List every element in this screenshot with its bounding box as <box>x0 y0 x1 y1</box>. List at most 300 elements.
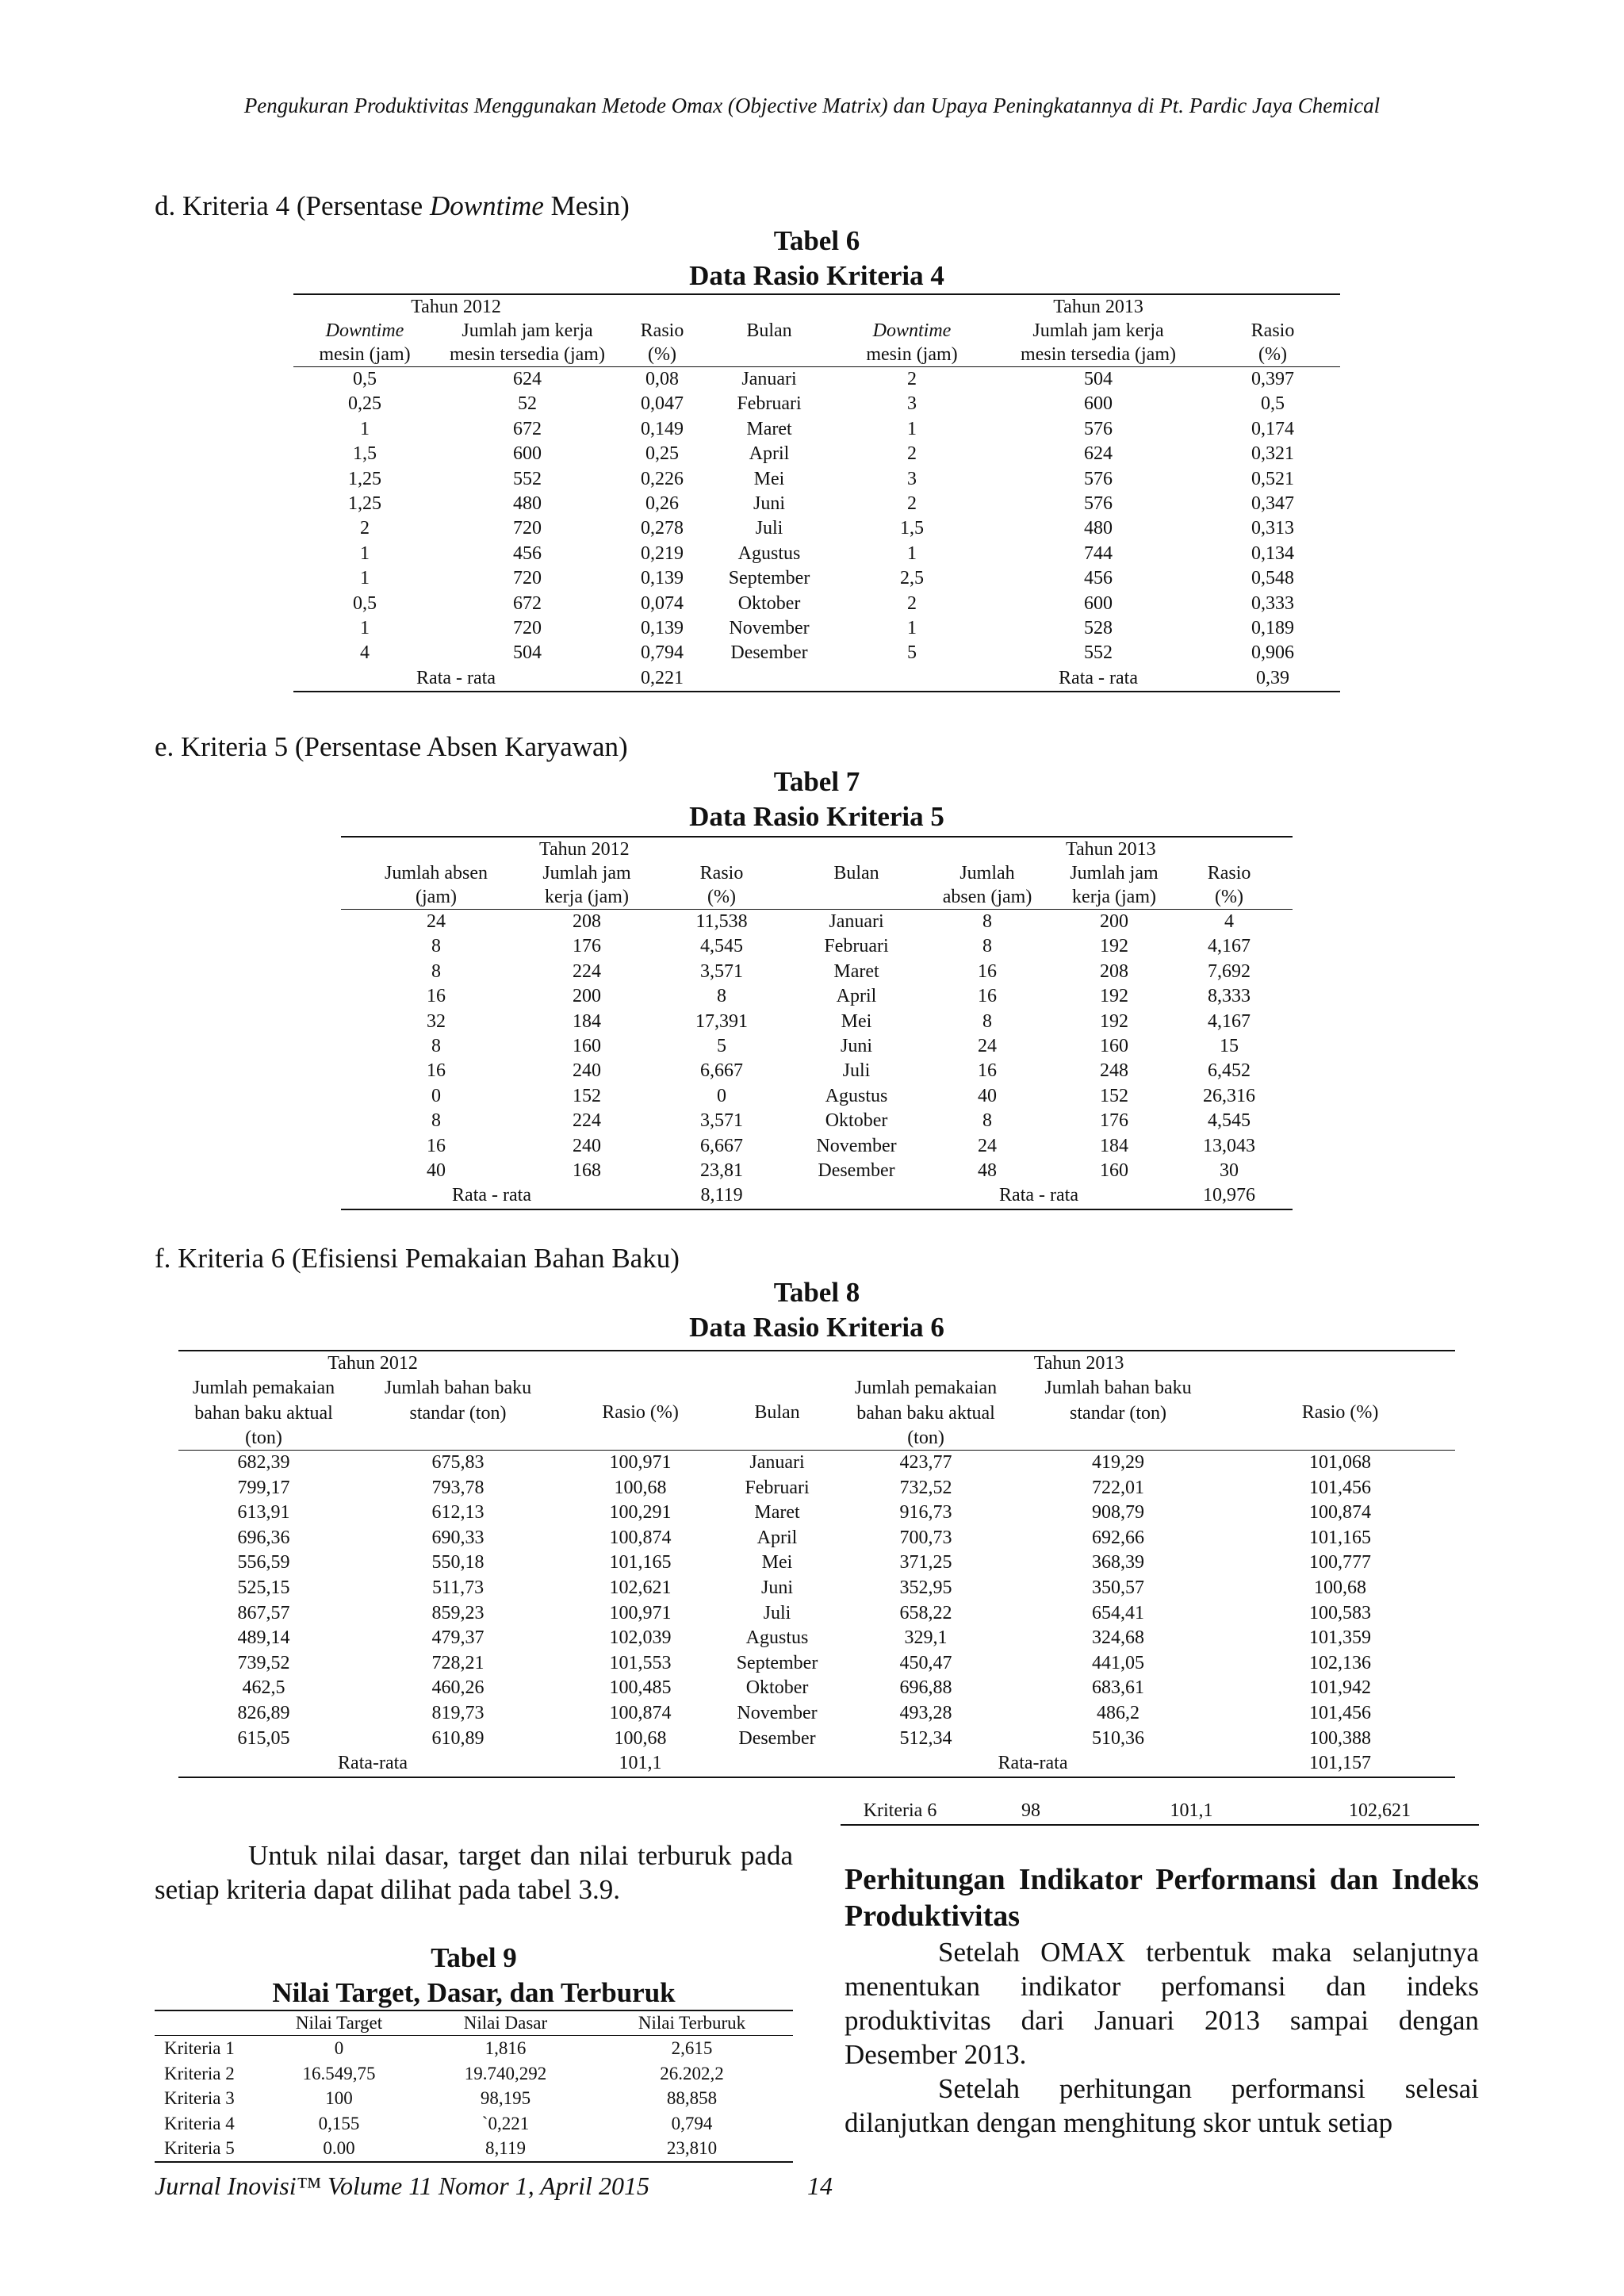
table-cell: November <box>816 1135 897 1156</box>
table-cell: 24 <box>427 911 446 932</box>
table8-average-row <box>178 1751 1455 1777</box>
table7-year-row <box>341 837 1293 861</box>
table8-h-aktual-2013: bahan baku aktual <box>856 1403 995 1424</box>
table8-h-standar-2013-2: standar (ton) <box>1070 1403 1166 1424</box>
table-cell: 102,039 <box>609 1627 672 1649</box>
table6-row <box>293 616 1340 641</box>
table-cell: 0,26 <box>645 493 680 515</box>
table7-h-absen-unit: (jam) <box>416 887 457 907</box>
table-cell: 0,906 <box>1251 642 1295 664</box>
table6-row <box>293 542 1340 566</box>
table-cell: 100 <box>325 2088 353 2108</box>
table7-avg-2013: 10,976 <box>1203 1185 1256 1206</box>
table9-h-blank <box>155 2010 258 2036</box>
table-cell: 8 <box>982 936 993 957</box>
table8-h-rasio-2013: Rasio (%) <box>1301 1402 1379 1423</box>
table7-row <box>341 1159 1293 1183</box>
table-cell: 1 <box>360 568 370 589</box>
table-cell: 160 <box>1100 1160 1129 1182</box>
table-cell: 5 <box>717 1036 726 1057</box>
table8-h-standar-2013 <box>1011 1375 1225 1426</box>
table8-row <box>178 1727 1455 1752</box>
table-cell: 480 <box>513 493 542 515</box>
table-cell: 489,14 <box>237 1627 290 1649</box>
table6-row <box>293 516 1340 541</box>
table-cell: 732,52 <box>899 1477 952 1498</box>
table-cell: 728,21 <box>431 1652 485 1673</box>
table-cell: 0,794 <box>641 642 684 664</box>
table-cell: 5 <box>907 642 917 664</box>
table-cell: 8 <box>982 911 993 932</box>
table-cell: 32 <box>427 1010 446 1032</box>
table-cell: 15 <box>1220 1036 1239 1057</box>
table-cell: Agustus <box>745 1627 809 1649</box>
table-cell: 0.00 <box>323 2138 355 2158</box>
table7-h-rasio-2013: Rasio <box>1207 863 1251 884</box>
table-cell: 654,41 <box>1092 1602 1145 1623</box>
table-cell: 6,667 <box>700 1135 743 1156</box>
table-cell: 1 <box>360 542 370 564</box>
table9-header-row <box>155 2010 793 2036</box>
table-cell: 152 <box>1100 1085 1129 1106</box>
section-d-title <box>155 190 630 222</box>
table-cell: 8 <box>431 936 441 957</box>
table-cell: Januari <box>741 369 797 389</box>
table-cell: 100,874 <box>1309 1502 1372 1524</box>
table8-row <box>178 1626 1455 1651</box>
table-cell: Kriteria 1 <box>164 2038 235 2058</box>
table6-caption <box>293 224 1340 293</box>
table-cell: 23,810 <box>666 2138 718 2158</box>
table8-h-standar-2: standar (ton) <box>409 1403 507 1424</box>
table-cell: 0,134 <box>1251 542 1295 564</box>
table-cell: 0,155 <box>318 2113 360 2133</box>
table-cell: 450,47 <box>899 1652 952 1673</box>
table-cell: 0,794 <box>671 2113 713 2133</box>
table-cell: 40 <box>427 1160 446 1182</box>
table-cell: 908,79 <box>1092 1502 1145 1524</box>
table7-row <box>341 960 1293 984</box>
table-cell: 8 <box>982 1110 993 1132</box>
table-cell: 692,66 <box>1092 1527 1145 1548</box>
table-cell: 11,538 <box>695 911 748 932</box>
table-cell: 100,68 <box>1314 1577 1367 1598</box>
table6-row <box>293 566 1340 591</box>
table-cell: 859,23 <box>431 1602 485 1623</box>
table-cell: Desember <box>818 1160 895 1182</box>
table9-row <box>155 2086 793 2111</box>
right-paragraph-1: Setelah OMAX terbentuk maka selanjutnya menentukan indikator perfomansi dan indeks produktivitas dari Januari 2013 sampai dengan Desember 2013. <box>845 1937 1479 2070</box>
table-cell: 40 <box>978 1085 998 1106</box>
table-cell: 552 <box>1084 642 1113 664</box>
table-cell: 672 <box>513 592 542 614</box>
table7-header-row-2 <box>341 885 1293 910</box>
table-cell: 100,874 <box>609 1702 672 1723</box>
table-cell: Desember <box>738 1727 816 1749</box>
table6-h-tersedia-2013: mesin tersedia (jam) <box>1021 344 1176 365</box>
table-cell: 0,139 <box>641 618 684 639</box>
table8-row <box>178 1701 1455 1727</box>
table-cell: 8 <box>431 960 441 982</box>
table8-row <box>178 1601 1455 1627</box>
table7-row <box>341 1134 1293 1159</box>
table-cell: 0 <box>431 1085 441 1106</box>
table-cell: 30 <box>1220 1160 1239 1182</box>
table7-h-pct: (%) <box>707 887 736 907</box>
table7-h-bulan: Bulan <box>833 863 879 884</box>
table-cell: Desember <box>730 642 808 664</box>
table-cell: 0 <box>334 2038 344 2058</box>
table7-h-jam-2013: Jumlah jam <box>1070 863 1159 884</box>
table-cell: Oktober <box>745 1677 809 1699</box>
table7-row <box>341 934 1293 959</box>
table-cell: Juli <box>763 1602 791 1623</box>
table7-h-jam-unit-2013: kerja (jam) <box>1072 887 1156 907</box>
table6-row <box>293 367 1340 393</box>
table-cell: 600 <box>513 443 542 465</box>
table9-row <box>155 2136 793 2162</box>
table7-caption-title: Data Rasio Kriteria 5 <box>689 801 944 832</box>
table-cell: 0,333 <box>1251 592 1295 614</box>
table-cell: Juni <box>841 1036 873 1057</box>
table-cell: 160 <box>573 1036 601 1057</box>
table-cell: 486,2 <box>1097 1702 1140 1723</box>
table-cell: 456 <box>1084 568 1113 589</box>
table8 <box>178 1350 1455 1778</box>
table-cell: 0,321 <box>1251 443 1295 465</box>
table-cell: Agustus <box>825 1085 888 1106</box>
table-cell: Mei <box>841 1010 872 1032</box>
table7-row <box>341 1084 1293 1109</box>
table-cell: 3,571 <box>700 1110 743 1132</box>
table6-header-row-2 <box>293 343 1340 367</box>
table-cell: 16 <box>427 1135 446 1156</box>
table8-row <box>178 1451 1455 1476</box>
table-cell: 100,68 <box>614 1477 667 1498</box>
table-cell: 576 <box>1084 493 1113 515</box>
table8-caption-title: Data Rasio Kriteria 6 <box>689 1312 944 1343</box>
table6-year-2013: Tahun 2013 <box>1053 297 1143 317</box>
table-cell: 8,119 <box>485 2138 526 2158</box>
table-cell: 624 <box>513 369 542 389</box>
table-cell: Juni <box>761 1577 794 1598</box>
table6-year-2012: Tahun 2012 <box>411 297 501 317</box>
table-cell: 101,165 <box>1309 1527 1372 1548</box>
table-cell: 658,22 <box>899 1602 952 1623</box>
table7-avg-label-2012: Rata - rata <box>452 1185 531 1206</box>
table-cell: 4,167 <box>1208 936 1251 957</box>
table8-avg-label-2013: Rata-rata <box>998 1753 1068 1774</box>
section-d-emphasis: Downtime <box>429 190 544 221</box>
table8-h-bulan: Bulan <box>754 1402 800 1423</box>
table-cell: 26,316 <box>1203 1085 1256 1106</box>
table6-avg-2013: 0,39 <box>1256 667 1290 688</box>
table-cell: 6,667 <box>700 1060 743 1082</box>
table9-caption-title: Nilai Target, Dasar, dan Terburuk <box>272 1977 676 2008</box>
table-cell: 19.740,292 <box>464 2063 547 2083</box>
table-cell: 0,347 <box>1251 493 1295 515</box>
table6-h-jumlah-2013: Jumlah jam kerja <box>1032 320 1164 341</box>
table8-h-standar <box>349 1375 567 1426</box>
table-cell: 102,621 <box>609 1577 672 1598</box>
table-cell: 613,91 <box>237 1502 290 1524</box>
table-cell: Juli <box>755 518 783 539</box>
table-cell: 423,77 <box>899 1452 952 1473</box>
table-cell: 720 <box>513 518 542 539</box>
table9-row <box>155 2061 793 2087</box>
table9-h-target: Nilai Target <box>295 2013 383 2033</box>
table7-h-absen-unit-2013: absen (jam) <box>942 887 1032 907</box>
table-cell: 0,226 <box>641 468 684 489</box>
table7-row <box>341 1109 1293 1133</box>
table-cell: 528 <box>1084 618 1113 639</box>
table8-h-standar-1: Jumlah bahan baku <box>384 1378 532 1398</box>
table8-row <box>178 1651 1455 1677</box>
table-cell: 793,78 <box>431 1477 485 1498</box>
table7-h-rasio: Rasio <box>699 863 744 884</box>
table-cell: 100,777 <box>1309 1552 1372 1573</box>
table8-avg-2013: 101,157 <box>1309 1753 1372 1774</box>
table-cell: 493,28 <box>899 1702 952 1723</box>
table-cell: 88,858 <box>666 2088 718 2108</box>
table-cell: 462,5 <box>242 1677 285 1699</box>
table-cell: 329,1 <box>904 1627 948 1649</box>
table9-h-dasar: Nilai Dasar <box>463 2013 548 2033</box>
table-cell: 819,73 <box>431 1702 485 1723</box>
table-cell: 192 <box>1100 986 1129 1007</box>
table-cell: 576 <box>1084 418 1113 439</box>
table-cell: 100,388 <box>1309 1727 1372 1749</box>
table-cell: 4,545 <box>1208 1110 1251 1132</box>
table-cell: Januari <box>829 911 884 932</box>
table-cell: 8 <box>982 1010 993 1032</box>
table-cell: 248 <box>1100 1060 1129 1082</box>
table-cell: 200 <box>1100 911 1129 932</box>
table6-h-bulan: Bulan <box>746 320 792 341</box>
table-cell: 0,189 <box>1251 618 1295 639</box>
table-cell: 4,167 <box>1208 1010 1251 1032</box>
table-cell: 0,521 <box>1251 468 1295 489</box>
table-cell: 1 <box>907 618 917 639</box>
table-cell: 101,942 <box>1309 1677 1372 1699</box>
table-cell: 100,583 <box>1309 1602 1372 1623</box>
table-cell: 152 <box>573 1085 601 1106</box>
table-cell: April <box>836 986 877 1007</box>
table-cell: Oktober <box>825 1110 888 1132</box>
table8-row <box>178 1676 1455 1701</box>
table7-average-row <box>341 1183 1293 1209</box>
table-cell: 0,313 <box>1251 518 1295 539</box>
table9-h-terburuk: Nilai Terburuk <box>638 2013 746 2033</box>
journal-footer: Jurnal Inovisi™ Volume 11 Nomor 1, April 2015 <box>155 2171 649 2200</box>
table8-year-row <box>178 1351 1455 1375</box>
table6-row <box>293 392 1340 416</box>
table-cell: 16 <box>978 986 998 1007</box>
table6-caption-number: Tabel 6 <box>773 225 860 256</box>
table-cell: 511,73 <box>431 1577 485 1598</box>
table-cell: 1 <box>360 418 370 439</box>
table-cell: 624 <box>1084 443 1113 465</box>
table6-h-pct: (%) <box>648 344 676 365</box>
table-cell: Agustus <box>737 542 801 564</box>
table-cell: 1,5 <box>900 518 925 539</box>
left-paragraph: Untuk nilai dasar, target dan nilai terburuk pada setiap kriteria dapat dilihat pada tabel 3.9. <box>155 1840 793 1905</box>
table-cell: 2 <box>907 592 917 614</box>
table7-h-absen: Jumlah absen <box>385 863 488 884</box>
table-cell: 101,456 <box>1309 1477 1372 1498</box>
table6-avg-label-2013: Rata - rata <box>1059 667 1138 688</box>
table-cell: 600 <box>1084 592 1113 614</box>
table8-h-ton: (ton) <box>245 1428 282 1448</box>
table8-header-row-1 <box>178 1375 1455 1401</box>
table-cell: 504 <box>1084 369 1113 389</box>
table-cell: 4 <box>360 642 370 664</box>
table-cell: 0,219 <box>641 542 684 564</box>
table-cell: 1 <box>907 542 917 564</box>
table-cell: November <box>737 1702 818 1723</box>
table-cell: 2 <box>360 518 370 539</box>
table-cell: 48 <box>978 1160 998 1182</box>
table-cell: 52 <box>518 393 537 415</box>
table-cell: 0,25 <box>645 443 680 465</box>
table-cell: 160 <box>1100 1036 1129 1057</box>
table6-row <box>293 417 1340 442</box>
table-cell: September <box>728 568 810 589</box>
table-cell: 0,5 <box>353 369 377 389</box>
table-cell: 504 <box>513 642 542 664</box>
table-cell: Juli <box>842 1060 871 1082</box>
table-cell: 0,047 <box>641 393 684 415</box>
table8-year-2013: Tahun 2013 <box>1033 1353 1124 1374</box>
table-cell: 1,25 <box>348 468 381 489</box>
table-cell: 0,5 <box>353 592 377 614</box>
table6 <box>293 293 1340 692</box>
table-cell: 600 <box>1084 393 1113 415</box>
table-cell: 6,452 <box>1208 1060 1251 1082</box>
table-cell: 2 <box>907 369 917 389</box>
table6-avg-label-2012: Rata - rata <box>416 667 496 688</box>
table-cell: Oktober <box>737 592 801 614</box>
table7-h-pct-2013: (%) <box>1215 887 1244 907</box>
section-e-title: e. Kriteria 5 (Persentase Absen Karyawan) <box>155 731 628 762</box>
table-cell: 0,08 <box>645 369 680 389</box>
table-cell: 2,615 <box>671 2038 713 2058</box>
table-cell: 0 <box>717 1085 726 1106</box>
table6-h-mesin-2013: mesin (jam) <box>866 344 958 365</box>
table-cell: 1,25 <box>348 493 381 515</box>
table-cell: 101,553 <box>609 1652 672 1673</box>
table-cell: 16 <box>978 960 998 982</box>
table6-h-mesin: mesin (jam) <box>319 344 411 365</box>
table-cell: 722,01 <box>1092 1477 1145 1498</box>
table-cell: 916,73 <box>899 1502 952 1524</box>
table7-h-jumlah-2013: Jumlah <box>959 863 1015 884</box>
table6-row <box>293 641 1340 665</box>
table-cell: 675,83 <box>431 1452 485 1473</box>
table9-row <box>155 2111 793 2137</box>
table-cell: 700,73 <box>899 1527 952 1548</box>
table-cell: 1 <box>907 418 917 439</box>
table-cell: 168 <box>573 1160 601 1182</box>
table6-row <box>293 592 1340 616</box>
table6-h-downtime-2013: Downtime <box>872 320 952 341</box>
table-cell: 100,874 <box>609 1527 672 1548</box>
table-cell: 480 <box>1084 518 1113 539</box>
table-cell: 615,05 <box>237 1727 290 1749</box>
table-cell: Mei <box>753 468 785 489</box>
running-head: Pengukuran Produktivitas Menggunakan Metode Omax (Objective Matrix) dan Upaya Peningkatannya di Pt. Pardic Jaya Chemical <box>243 94 1381 117</box>
table-cell: Februari <box>745 1477 810 1498</box>
table7-row <box>341 1010 1293 1034</box>
table7-caption-number: Tabel 7 <box>773 766 860 797</box>
table7-year-2012: Tahun 2012 <box>539 839 630 860</box>
table-cell: Maret <box>746 418 792 439</box>
table-cell: 682,39 <box>237 1452 290 1473</box>
table8-caption-number: Tabel 8 <box>773 1277 860 1308</box>
table-cell: 101,165 <box>609 1552 672 1573</box>
table-cell: 0,25 <box>348 393 381 415</box>
table-cell: 799,17 <box>237 1477 290 1498</box>
table8-h-rasio: Rasio (%) <box>602 1402 679 1423</box>
table-cell: 24 <box>978 1036 998 1057</box>
table-cell: 2,5 <box>900 568 925 589</box>
table6-h-rasio: Rasio <box>640 320 684 341</box>
table8-row <box>178 1476 1455 1501</box>
table6-year-row <box>293 294 1340 319</box>
table8-h-pakai: Jumlah pemakaian <box>192 1378 335 1398</box>
table-cell: 696,36 <box>237 1527 290 1548</box>
table-cell: 8 <box>431 1036 441 1057</box>
table8-h-pakai-2013: Jumlah pemakaian <box>854 1378 998 1398</box>
table6-header-row-1 <box>293 319 1340 343</box>
table-cell: 512,34 <box>899 1727 952 1749</box>
table-cell: 672 <box>513 418 542 439</box>
section-heading: Perhitungan Indikator Performansi dan Indeks Produktivitas <box>845 1863 1479 1933</box>
table7-row <box>341 1034 1293 1059</box>
table-cell: 744 <box>1084 542 1113 564</box>
table-cell: 525,15 <box>237 1577 290 1598</box>
table7-header-row-1 <box>341 861 1293 885</box>
stray-dasar: 101,1 <box>1170 1800 1213 1821</box>
table-cell: 184 <box>573 1010 601 1032</box>
table6-h-jumlah: Jumlah jam kerja <box>462 320 593 341</box>
table-cell: 0,149 <box>641 418 684 439</box>
table6-average-row <box>293 666 1340 692</box>
table-cell: 100,971 <box>609 1452 672 1473</box>
table-cell: 13,043 <box>1203 1135 1256 1156</box>
table9 <box>155 2010 793 2163</box>
table-cell: 3 <box>907 468 917 489</box>
table-cell: 100,485 <box>609 1677 672 1699</box>
stray-row <box>841 1799 1479 1825</box>
table6-h-tersedia: mesin tersedia (jam) <box>450 344 605 365</box>
table-cell: Mei <box>761 1552 793 1573</box>
table-cell: 510,36 <box>1092 1727 1145 1749</box>
table6-row <box>293 492 1340 516</box>
table-cell: Kriteria 2 <box>164 2063 235 2083</box>
table-cell: 3 <box>907 393 917 415</box>
table-cell: 690,33 <box>431 1527 485 1548</box>
table-cell: 552 <box>513 468 542 489</box>
table-cell: 224 <box>573 1110 601 1132</box>
table-cell: 576 <box>1084 468 1113 489</box>
table8-h-aktual: bahan baku aktual <box>194 1403 333 1424</box>
table-cell: Juni <box>753 493 786 515</box>
table-cell: November <box>729 618 810 639</box>
table8-h-standar-2013-1: Jumlah bahan baku <box>1044 1378 1192 1398</box>
table7-avg-label-2013: Rata - rata <box>999 1185 1078 1206</box>
table6-h-pct-2013: (%) <box>1258 344 1287 365</box>
